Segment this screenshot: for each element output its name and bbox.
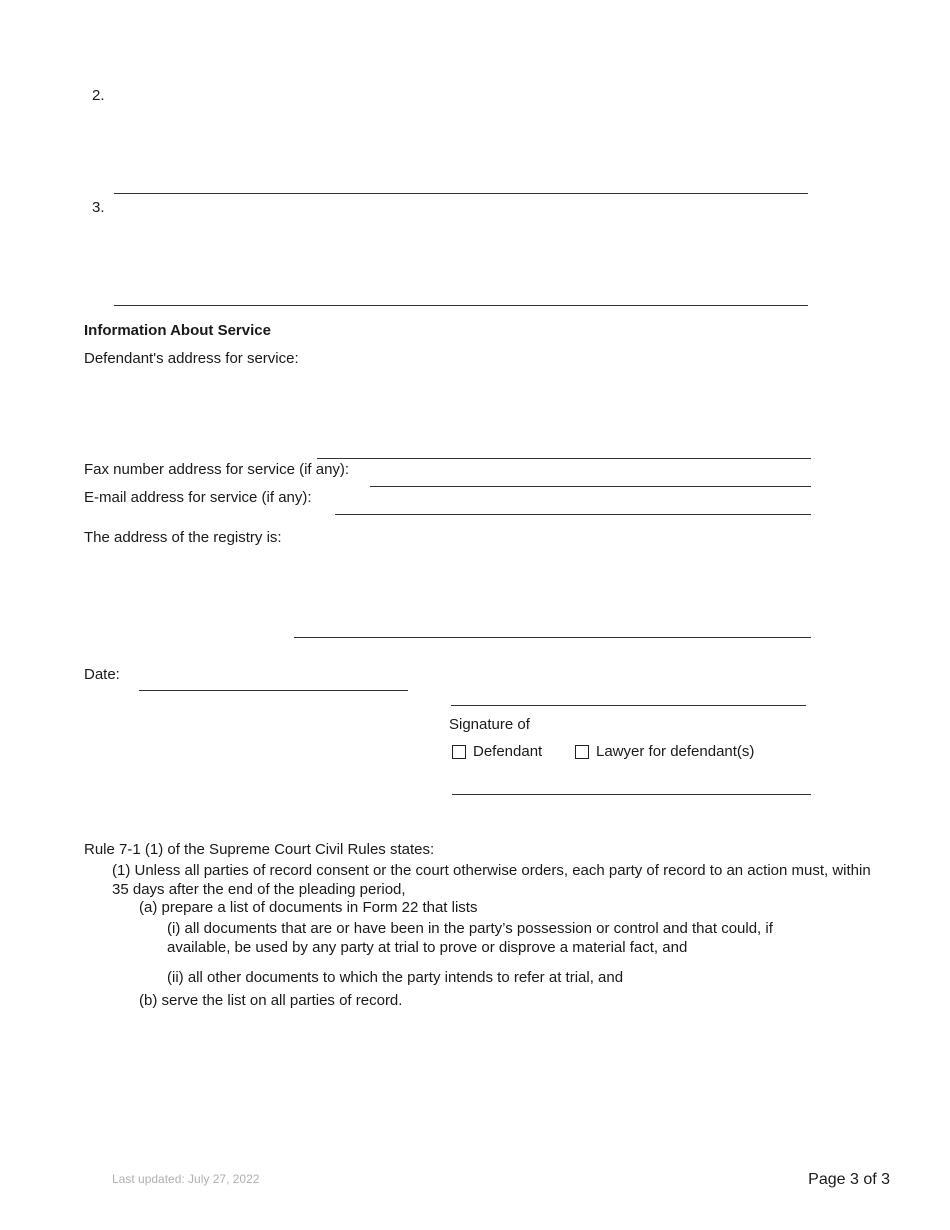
rule-paragraph-i: (i) all documents that are or have been in the party’s possession or control and that could, if available, be used by any party at trial to prove or disprove a material fact, and bbox=[167, 920, 773, 956]
date-label: Date: bbox=[84, 666, 120, 683]
list-number-2: 2. bbox=[92, 87, 105, 104]
email-input-line[interactable] bbox=[335, 514, 811, 515]
list-item-3-entry-line[interactable] bbox=[114, 305, 808, 306]
rule-paragraph-ii: (ii) all other documents to which the party intends to refer at trial, and bbox=[167, 969, 624, 986]
service-heading: Information About Service bbox=[84, 322, 271, 339]
registry-address-label: The address of the registry is: bbox=[84, 529, 282, 546]
signer-name-line[interactable] bbox=[452, 794, 811, 795]
lawyer-checkbox[interactable] bbox=[575, 745, 589, 759]
page-number: Page 3 of 3 bbox=[808, 1171, 890, 1188]
list-number-3: 3. bbox=[92, 199, 105, 216]
rule-paragraph-1: (1) Unless all parties of record consent or the court otherwise orders, each party of record to an action must, within 35 days after the end of the pleading period, bbox=[112, 862, 871, 898]
signature-label: Signature of bbox=[449, 716, 530, 733]
email-label: E-mail address for service (if any): bbox=[84, 489, 312, 506]
fax-label: Fax number address for service (if any): bbox=[84, 461, 350, 478]
defendant-checkbox[interactable] bbox=[452, 745, 466, 759]
date-input-line[interactable] bbox=[139, 690, 408, 691]
registry-address-line[interactable] bbox=[294, 637, 811, 638]
defendant-checkbox-label: Defendant bbox=[473, 743, 543, 760]
defendant-address-label: Defendant's address for service: bbox=[84, 350, 299, 367]
last-updated: Last updated: July 27, 2022 bbox=[112, 1172, 260, 1186]
list-item-2-entry-line[interactable] bbox=[114, 193, 808, 194]
fax-input-line[interactable] bbox=[370, 486, 811, 487]
rule-intro: Rule 7-1 (1) of the Supreme Court Civil Rules states: bbox=[84, 841, 435, 858]
rule-paragraph-b: (b) serve the list on all parties of record. bbox=[139, 992, 403, 1009]
signature-line[interactable] bbox=[451, 705, 806, 706]
lawyer-checkbox-label: Lawyer for defendant(s) bbox=[596, 743, 755, 760]
rule-paragraph-a: (a) prepare a list of documents in Form 22 that lists bbox=[139, 899, 478, 916]
defendant-address-line[interactable] bbox=[317, 458, 811, 459]
